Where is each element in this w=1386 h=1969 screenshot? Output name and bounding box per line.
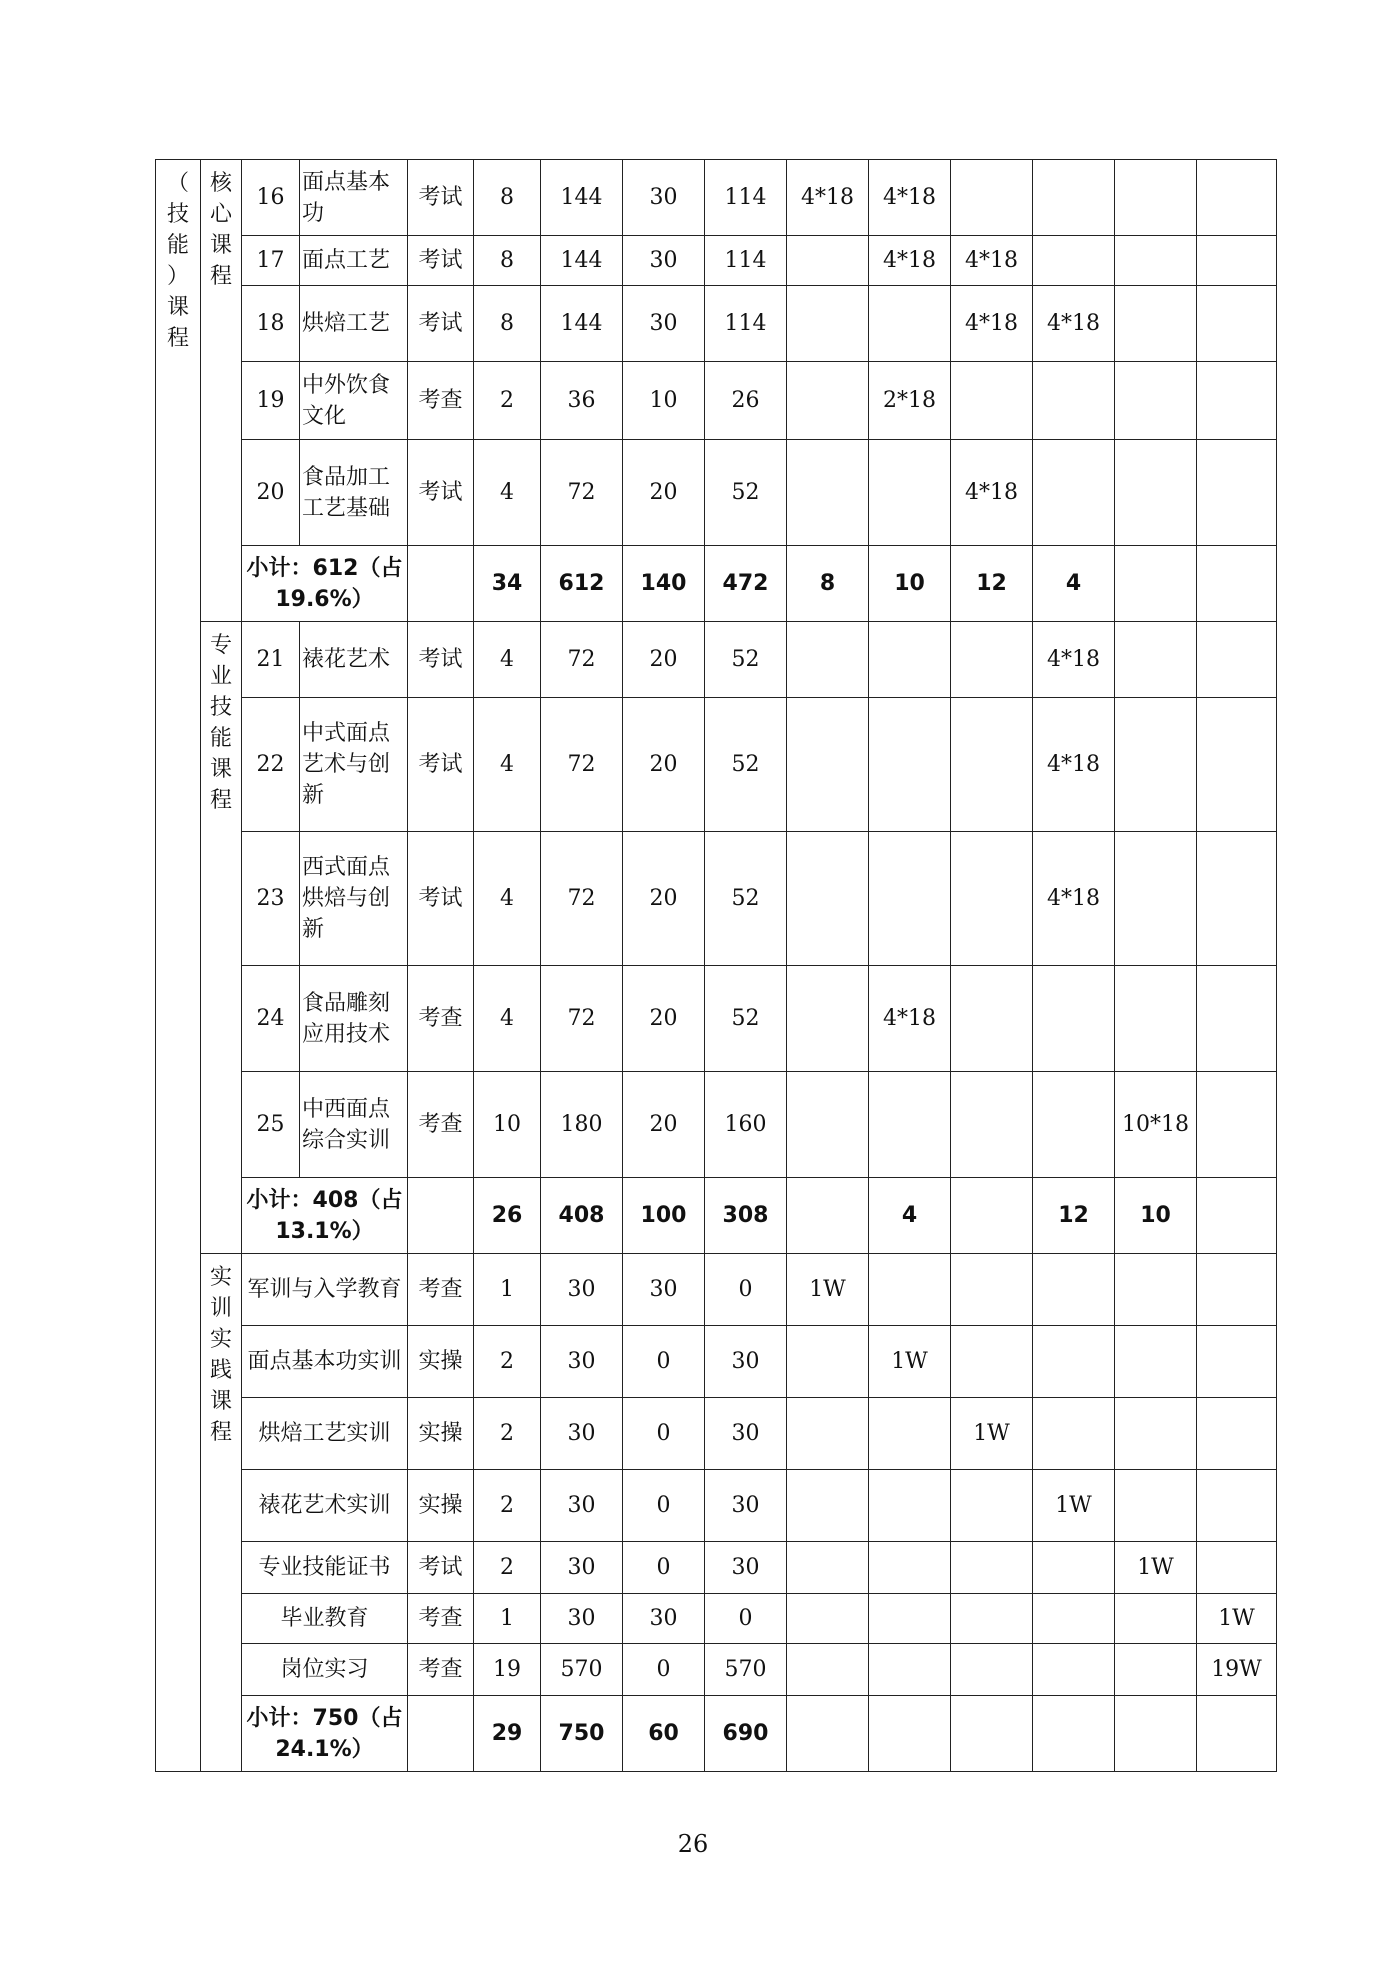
outer-category-label-char: 技 <box>166 202 189 227</box>
cell-semester-s3 <box>951 1326 1033 1398</box>
cell-semester-s5 <box>1115 832 1197 966</box>
course-number: 23 <box>242 832 300 966</box>
course-name: 面点基本功 <box>300 160 408 236</box>
table-row <box>156 286 1277 362</box>
cell-credits: 8 <box>474 286 541 362</box>
cell-semester-s1: 1W <box>787 1254 869 1326</box>
cell-semester-s4 <box>1033 1594 1115 1644</box>
group-label-char: 程 <box>209 788 232 813</box>
group-label-char: 核 <box>209 171 232 196</box>
cell-semester-s5 <box>1115 362 1197 440</box>
page-number: 26 <box>677 1830 709 1858</box>
table-row <box>156 1072 1277 1178</box>
cell-semester-s1 <box>787 1072 869 1178</box>
assessment-type: 实操 <box>408 1326 474 1398</box>
cell-semester-s6 <box>1197 160 1277 236</box>
cell-semester-s1: 4*18 <box>787 160 869 236</box>
cell-semester-s6 <box>1197 698 1277 832</box>
cell-theory: 30 <box>623 1254 705 1326</box>
assessment-type: 考查 <box>408 1594 474 1644</box>
cell-semester-s4: 1W <box>1033 1470 1115 1542</box>
cell-semester-s1 <box>787 1326 869 1398</box>
cell-semester-s5: 10*18 <box>1115 1072 1197 1178</box>
cell-total: 30 <box>541 1254 623 1326</box>
cell-semester-s1 <box>787 236 869 286</box>
table-row <box>156 362 1277 440</box>
subtotal-semester-s5 <box>1115 546 1197 622</box>
cell-semester-s4 <box>1033 1398 1115 1470</box>
table-row <box>156 1644 1277 1696</box>
group-label-char: 程 <box>209 1420 232 1445</box>
course-name: 裱花艺术实训 <box>242 1470 408 1542</box>
cell-semester-s3 <box>951 362 1033 440</box>
cell-total: 30 <box>541 1542 623 1594</box>
cell-credits: 8 <box>474 236 541 286</box>
course-name: 西式面点烘焙与创新 <box>300 832 408 966</box>
cell-semester-s6: 19W <box>1197 1644 1277 1696</box>
course-name: 食品加工工艺基础 <box>300 440 408 546</box>
subtotal-row <box>156 546 1277 622</box>
table-row <box>156 160 1277 236</box>
subtotal-theory: 100 <box>623 1178 705 1254</box>
course-name: 毕业教育 <box>242 1594 408 1644</box>
cell-semester-s3 <box>951 1072 1033 1178</box>
table-row <box>156 1254 1277 1326</box>
cell-credits: 2 <box>474 362 541 440</box>
group-label-char: 实 <box>209 1265 232 1290</box>
subtotal-row <box>156 1178 1277 1254</box>
assessment-type: 考查 <box>408 362 474 440</box>
curriculum-table <box>155 159 1277 1772</box>
subtotal-semester-s6 <box>1197 1178 1277 1254</box>
cell-practice: 52 <box>705 440 787 546</box>
cell-semester-s5 <box>1115 1470 1197 1542</box>
cell-semester-s6 <box>1197 1254 1277 1326</box>
cell-semester-s2 <box>869 622 951 698</box>
course-name: 面点基本功实训 <box>242 1326 408 1398</box>
cell-semester-s3 <box>951 1254 1033 1326</box>
cell-theory: 30 <box>623 236 705 286</box>
outer-category-label-char: ） <box>166 264 189 289</box>
cell-practice: 114 <box>705 286 787 362</box>
cell-semester-s6 <box>1197 1470 1277 1542</box>
cell-semester-s6 <box>1197 440 1277 546</box>
cell-semester-s4 <box>1033 966 1115 1072</box>
group-label-char: 能 <box>209 726 232 751</box>
group-label-char: 技 <box>209 695 232 720</box>
subtotal-semester-s1: 8 <box>787 546 869 622</box>
cell-credits: 1 <box>474 1254 541 1326</box>
cell-semester-s4: 4*18 <box>1033 698 1115 832</box>
subtotal-theory: 60 <box>623 1696 705 1772</box>
cell-semester-s4: 4*18 <box>1033 832 1115 966</box>
subtotal-assessment-empty <box>408 1178 474 1254</box>
course-number: 25 <box>242 1072 300 1178</box>
cell-total: 30 <box>541 1470 623 1542</box>
cell-semester-s6 <box>1197 832 1277 966</box>
subtotal-semester-s4 <box>1033 1696 1115 1772</box>
cell-semester-s4: 4*18 <box>1033 286 1115 362</box>
cell-semester-s2 <box>869 1470 951 1542</box>
course-name: 中西面点综合实训 <box>300 1072 408 1178</box>
group-label-char: 程 <box>209 264 232 289</box>
cell-theory: 0 <box>623 1644 705 1696</box>
cell-theory: 20 <box>623 440 705 546</box>
cell-theory: 20 <box>623 1072 705 1178</box>
cell-semester-s3: 4*18 <box>951 236 1033 286</box>
cell-semester-s2: 4*18 <box>869 236 951 286</box>
group-label-char: 践 <box>209 1358 232 1383</box>
cell-theory: 20 <box>623 966 705 1072</box>
cell-semester-s1 <box>787 1470 869 1542</box>
cell-theory: 30 <box>623 1594 705 1644</box>
cell-semester-s1 <box>787 832 869 966</box>
cell-practice: 52 <box>705 832 787 966</box>
cell-semester-s4 <box>1033 1644 1115 1696</box>
cell-semester-s1 <box>787 622 869 698</box>
outer-category-label-char: 能 <box>166 233 189 258</box>
cell-theory: 0 <box>623 1542 705 1594</box>
cell-total: 30 <box>541 1594 623 1644</box>
cell-theory: 10 <box>623 362 705 440</box>
table-row <box>156 1594 1277 1644</box>
cell-semester-s6 <box>1197 1326 1277 1398</box>
subtotal-label: 小计：750（占24.1%） <box>242 1696 408 1772</box>
assessment-type: 考查 <box>408 1644 474 1696</box>
cell-semester-s4 <box>1033 160 1115 236</box>
outer-category-label-char: 程 <box>166 326 189 351</box>
cell-practice: 30 <box>705 1398 787 1470</box>
subtotal-semester-s3: 12 <box>951 546 1033 622</box>
cell-semester-s3: 4*18 <box>951 440 1033 546</box>
cell-semester-s2: 4*18 <box>869 160 951 236</box>
cell-practice: 30 <box>705 1326 787 1398</box>
cell-theory: 0 <box>623 1470 705 1542</box>
course-name: 岗位实习 <box>242 1644 408 1696</box>
subtotal-semester-s3 <box>951 1178 1033 1254</box>
outer-category-label-char: 课 <box>166 295 189 320</box>
cell-semester-s5 <box>1115 440 1197 546</box>
subtotal-semester-s1 <box>787 1696 869 1772</box>
subtotal-semester-s1 <box>787 1178 869 1254</box>
subtotal-credits: 26 <box>474 1178 541 1254</box>
cell-practice: 30 <box>705 1542 787 1594</box>
assessment-type: 考试 <box>408 832 474 966</box>
subtotal-credits: 29 <box>474 1696 541 1772</box>
table-row <box>156 1326 1277 1398</box>
subtotal-semester-s4: 12 <box>1033 1178 1115 1254</box>
cell-semester-s6 <box>1197 1072 1277 1178</box>
group-label-char: 课 <box>209 233 232 258</box>
cell-semester-s2 <box>869 286 951 362</box>
cell-semester-s1 <box>787 440 869 546</box>
cell-semester-s3 <box>951 1470 1033 1542</box>
cell-semester-s6 <box>1197 286 1277 362</box>
cell-semester-s2 <box>869 1254 951 1326</box>
cell-semester-s1 <box>787 698 869 832</box>
cell-total: 180 <box>541 1072 623 1178</box>
assessment-type: 实操 <box>408 1470 474 1542</box>
cell-credits: 2 <box>474 1542 541 1594</box>
cell-practice: 30 <box>705 1470 787 1542</box>
assessment-type: 考试 <box>408 1542 474 1594</box>
course-number: 21 <box>242 622 300 698</box>
cell-semester-s1 <box>787 1398 869 1470</box>
cell-total: 144 <box>541 236 623 286</box>
subtotal-semester-s2: 4 <box>869 1178 951 1254</box>
cell-practice: 0 <box>705 1254 787 1326</box>
subtotal-label: 小计：612（占19.6%） <box>242 546 408 622</box>
cell-semester-s5 <box>1115 236 1197 286</box>
cell-credits: 4 <box>474 440 541 546</box>
cell-semester-s4 <box>1033 362 1115 440</box>
cell-semester-s5 <box>1115 1594 1197 1644</box>
assessment-type: 考试 <box>408 698 474 832</box>
cell-credits: 4 <box>474 966 541 1072</box>
cell-total: 72 <box>541 698 623 832</box>
cell-semester-s3 <box>951 160 1033 236</box>
cell-theory: 20 <box>623 622 705 698</box>
subtotal-total: 750 <box>541 1696 623 1772</box>
cell-semester-s5 <box>1115 286 1197 362</box>
course-number: 16 <box>242 160 300 236</box>
assessment-type: 考试 <box>408 160 474 236</box>
cell-semester-s6: 1W <box>1197 1594 1277 1644</box>
cell-credits: 4 <box>474 622 541 698</box>
cell-total: 144 <box>541 286 623 362</box>
course-number: 24 <box>242 966 300 1072</box>
cell-credits: 10 <box>474 1072 541 1178</box>
cell-semester-s4 <box>1033 1072 1115 1178</box>
cell-semester-s4: 4*18 <box>1033 622 1115 698</box>
cell-practice: 52 <box>705 966 787 1072</box>
cell-total: 570 <box>541 1644 623 1696</box>
cell-semester-s3 <box>951 832 1033 966</box>
cell-theory: 0 <box>623 1326 705 1398</box>
subtotal-semester-s6 <box>1197 1696 1277 1772</box>
cell-semester-s3 <box>951 622 1033 698</box>
subtotal-practice: 308 <box>705 1178 787 1254</box>
subtotal-total: 612 <box>541 546 623 622</box>
cell-theory: 0 <box>623 1398 705 1470</box>
subtotal-semester-s5 <box>1115 1696 1197 1772</box>
cell-total: 144 <box>541 160 623 236</box>
subtotal-assessment-empty <box>408 546 474 622</box>
cell-semester-s5 <box>1115 1398 1197 1470</box>
table-row <box>156 1542 1277 1594</box>
group-label <box>201 1254 242 1772</box>
assessment-type: 考试 <box>408 622 474 698</box>
cell-semester-s1 <box>787 1542 869 1594</box>
group-label <box>201 622 242 1254</box>
cell-total: 30 <box>541 1398 623 1470</box>
table-row <box>156 698 1277 832</box>
subtotal-assessment-empty <box>408 1696 474 1772</box>
cell-theory: 20 <box>623 832 705 966</box>
cell-semester-s1 <box>787 966 869 1072</box>
table-row <box>156 832 1277 966</box>
cell-semester-s2 <box>869 832 951 966</box>
table-row <box>156 622 1277 698</box>
cell-semester-s2: 4*18 <box>869 966 951 1072</box>
cell-semester-s2 <box>869 1594 951 1644</box>
cell-semester-s5 <box>1115 966 1197 1072</box>
cell-total: 30 <box>541 1326 623 1398</box>
cell-credits: 4 <box>474 832 541 966</box>
course-number: 17 <box>242 236 300 286</box>
cell-total: 72 <box>541 832 623 966</box>
subtotal-credits: 34 <box>474 546 541 622</box>
cell-practice: 52 <box>705 698 787 832</box>
cell-semester-s3 <box>951 698 1033 832</box>
cell-theory: 20 <box>623 698 705 832</box>
group-label-char: 训 <box>209 1296 232 1321</box>
group-label-char: 实 <box>209 1327 232 1352</box>
subtotal-theory: 140 <box>623 546 705 622</box>
course-name: 专业技能证书 <box>242 1542 408 1594</box>
subtotal-semester-s6 <box>1197 546 1277 622</box>
cell-credits: 19 <box>474 1644 541 1696</box>
outer-category-label-char: （ <box>166 171 189 196</box>
cell-semester-s1 <box>787 1644 869 1696</box>
cell-practice: 114 <box>705 236 787 286</box>
assessment-type: 实操 <box>408 1398 474 1470</box>
cell-semester-s2: 2*18 <box>869 362 951 440</box>
cell-semester-s2 <box>869 1542 951 1594</box>
assessment-type: 考试 <box>408 236 474 286</box>
subtotal-practice: 472 <box>705 546 787 622</box>
table-row <box>156 1470 1277 1542</box>
cell-semester-s5 <box>1115 1644 1197 1696</box>
cell-credits: 2 <box>474 1326 541 1398</box>
course-name: 面点工艺 <box>300 236 408 286</box>
cell-semester-s4 <box>1033 1326 1115 1398</box>
cell-semester-s4 <box>1033 236 1115 286</box>
cell-semester-s3 <box>951 1542 1033 1594</box>
cell-total: 72 <box>541 440 623 546</box>
cell-total: 36 <box>541 362 623 440</box>
cell-semester-s4 <box>1033 1254 1115 1326</box>
table-row <box>156 1398 1277 1470</box>
cell-semester-s2 <box>869 698 951 832</box>
course-name: 中外饮食文化 <box>300 362 408 440</box>
course-number: 19 <box>242 362 300 440</box>
course-name: 裱花艺术 <box>300 622 408 698</box>
cell-semester-s1 <box>787 362 869 440</box>
subtotal-semester-s2: 10 <box>869 546 951 622</box>
cell-theory: 30 <box>623 160 705 236</box>
cell-semester-s5 <box>1115 1254 1197 1326</box>
cell-credits: 2 <box>474 1398 541 1470</box>
subtotal-total: 408 <box>541 1178 623 1254</box>
group-label-char: 心 <box>209 202 232 227</box>
group-label-char: 课 <box>209 1389 232 1414</box>
cell-semester-s6 <box>1197 362 1277 440</box>
cell-credits: 1 <box>474 1594 541 1644</box>
cell-semester-s3: 1W <box>951 1398 1033 1470</box>
cell-credits: 8 <box>474 160 541 236</box>
assessment-type: 考试 <box>408 440 474 546</box>
cell-semester-s1 <box>787 286 869 362</box>
cell-semester-s2 <box>869 440 951 546</box>
assessment-type: 考查 <box>408 1254 474 1326</box>
group-label-char: 业 <box>209 664 232 689</box>
cell-practice: 160 <box>705 1072 787 1178</box>
cell-total: 72 <box>541 622 623 698</box>
cell-total: 72 <box>541 966 623 1072</box>
subtotal-label: 小计：408（占13.1%） <box>242 1178 408 1254</box>
group-label-char: 专 <box>209 633 232 658</box>
cell-semester-s6 <box>1197 1398 1277 1470</box>
cell-semester-s2: 1W <box>869 1326 951 1398</box>
course-number: 20 <box>242 440 300 546</box>
cell-semester-s1 <box>787 1594 869 1644</box>
subtotal-row <box>156 1696 1277 1772</box>
subtotal-semester-s2 <box>869 1696 951 1772</box>
subtotal-practice: 690 <box>705 1696 787 1772</box>
group-label <box>201 160 242 622</box>
course-name: 食品雕刻应用技术 <box>300 966 408 1072</box>
course-name: 烘焙工艺 <box>300 286 408 362</box>
assessment-type: 考试 <box>408 286 474 362</box>
subtotal-semester-s5: 10 <box>1115 1178 1197 1254</box>
cell-credits: 4 <box>474 698 541 832</box>
cell-practice: 52 <box>705 622 787 698</box>
subtotal-semester-s4: 4 <box>1033 546 1115 622</box>
subtotal-semester-s3 <box>951 1696 1033 1772</box>
cell-semester-s5: 1W <box>1115 1542 1197 1594</box>
outer-category-label <box>156 160 201 1772</box>
cell-practice: 0 <box>705 1594 787 1644</box>
cell-semester-s5 <box>1115 160 1197 236</box>
group-label-char: 课 <box>209 757 232 782</box>
cell-semester-s6 <box>1197 236 1277 286</box>
cell-semester-s5 <box>1115 1326 1197 1398</box>
table-row <box>156 236 1277 286</box>
cell-semester-s5 <box>1115 698 1197 832</box>
course-name: 军训与入学教育 <box>242 1254 408 1326</box>
cell-semester-s3: 4*18 <box>951 286 1033 362</box>
cell-semester-s2 <box>869 1644 951 1696</box>
course-number: 18 <box>242 286 300 362</box>
cell-semester-s5 <box>1115 622 1197 698</box>
cell-semester-s2 <box>869 1072 951 1178</box>
course-name: 中式面点艺术与创新 <box>300 698 408 832</box>
table-row <box>156 440 1277 546</box>
assessment-type: 考查 <box>408 966 474 1072</box>
cell-semester-s3 <box>951 966 1033 1072</box>
cell-semester-s6 <box>1197 966 1277 1072</box>
cell-practice: 570 <box>705 1644 787 1696</box>
assessment-type: 考查 <box>408 1072 474 1178</box>
table-row <box>156 966 1277 1072</box>
cell-practice: 26 <box>705 362 787 440</box>
cell-semester-s3 <box>951 1644 1033 1696</box>
cell-practice: 114 <box>705 160 787 236</box>
cell-semester-s3 <box>951 1594 1033 1644</box>
cell-semester-s2 <box>869 1398 951 1470</box>
cell-semester-s6 <box>1197 622 1277 698</box>
cell-theory: 30 <box>623 286 705 362</box>
course-number: 22 <box>242 698 300 832</box>
cell-credits: 2 <box>474 1470 541 1542</box>
course-name: 烘焙工艺实训 <box>242 1398 408 1470</box>
cell-semester-s6 <box>1197 1542 1277 1594</box>
cell-semester-s4 <box>1033 440 1115 546</box>
cell-semester-s4 <box>1033 1542 1115 1594</box>
